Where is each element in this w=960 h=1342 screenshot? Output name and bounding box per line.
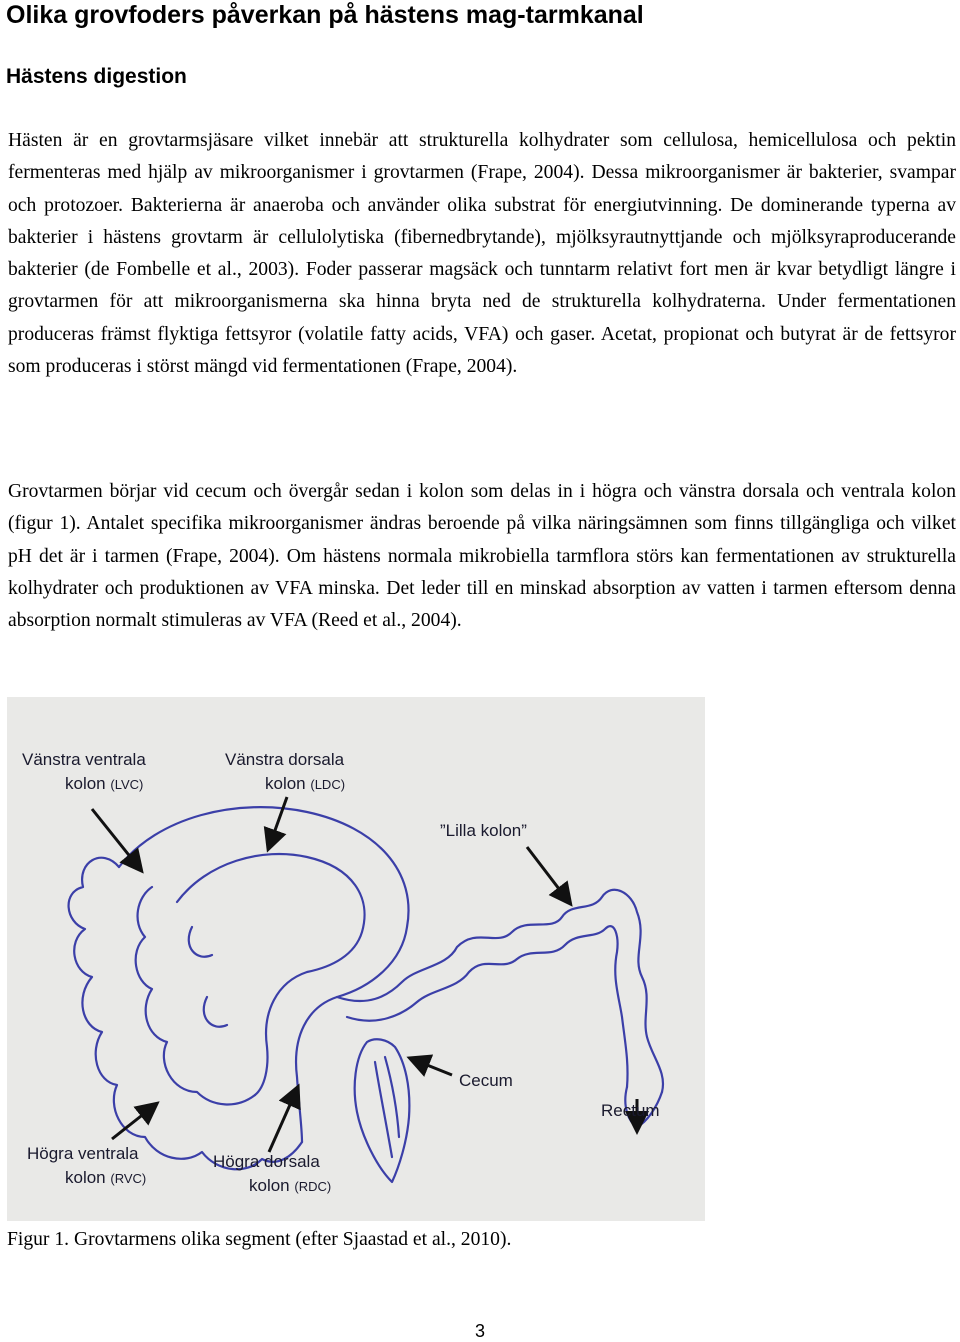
dorsal-colon-inner xyxy=(177,854,365,1095)
label-rvc-line1: Högra ventrala xyxy=(27,1144,139,1163)
label-small-colon: ”Lilla kolon” xyxy=(440,821,527,840)
ldc-arrow xyxy=(269,797,287,847)
ventral-colon-outline xyxy=(69,858,302,1170)
lvc-arrow xyxy=(92,809,140,869)
label-lvc-line2: kolon (LVC) xyxy=(65,774,144,793)
label-ldc-line1: Vänstra dorsala xyxy=(225,750,345,769)
label-ldc-line2: kolon (LDC) xyxy=(265,774,346,793)
dorsal-colon-outline xyxy=(119,807,409,1142)
colon-diagram xyxy=(7,697,705,1221)
label-rdc-line2: kolon (RDC) xyxy=(249,1176,332,1195)
label-cecum: Cecum xyxy=(459,1071,513,1090)
ventral-colon-inner xyxy=(136,887,255,1104)
label-rvc-line2: kolon (RVC) xyxy=(65,1168,147,1187)
colon-diagram-figure xyxy=(7,697,705,1221)
cecum-arrow xyxy=(412,1059,452,1075)
figure-caption: Figur 1. Grovtarmens olika segment (efter Sjaastad et al., 2010). xyxy=(7,1229,512,1250)
label-rectum: Rectum xyxy=(601,1101,660,1120)
page-number: 3 xyxy=(474,1321,485,1341)
paragraph-colon: Grovtarmen börjar vid cecum och övergår sedan i kolon som delas in i högra och vänstra dorsala och ventrala kolon (figur 1). Antalet specifika mikroorganismer ändras beroende på vilka näringsämnen som finns tillgängliga och vilket pH det är i tarmen (Frape, 2004). Om hästens normala mikrobiella tarmflora störs kan fermentationen av strukturella kolhydrater och produktionen av VFA minska. Det leder till en minskad absorption av vatten i tarmen eftersom denna absorption normalt stimuleras av VFA (Reed et al., 2004). xyxy=(8,481,956,632)
rdc-arrow xyxy=(269,1089,297,1152)
small-colon-arrow xyxy=(527,847,569,902)
label-rdc-line1: Högra dorsala xyxy=(213,1152,320,1171)
label-lvc-line1: Vänstra ventrala xyxy=(22,750,146,769)
section-heading: Hästens digestion xyxy=(6,65,187,88)
page-title: Olika grovfoders påverkan på hästens mag-tarmkanal xyxy=(6,1,644,29)
paragraph-digestion: Hästen är en grovtarmsjäsare vilket innebär att strukturella kolhydrater som cellulosa, hemicellulosa och pektin fermenteras med hjälp av mikroorganismer i grovtarmen (Frape, 2004). Dessa mikroorganismer är bakterier, svampar och protozoer. Bakterierna är anaeroba och använder olika substrat för energiutvinning. De dominerande typerna av bakterier i hästens grovtarm är cellulolytiska (fibernedbrytande), mjölksyrautnyttjande och mjölksyraproducerande bakterier (de Fombelle et al., 2003). Foder passerar magsäck och tunntarm relativt fort men är kvar betydligt längre i grovtarmen för att mikroorganismerna ska hinna bryta ned de strukturella kolhydraterna. Under fermentationen produceras främst flyktiga fettsyror (volatile fatty acids, VFA) och gaser. Acetat, propionat och butyrat är de fettsyror som produceras i störst mängd vid fermentationen (Frape, 2004). xyxy=(8,130,956,378)
cecum-outline xyxy=(355,1039,410,1182)
